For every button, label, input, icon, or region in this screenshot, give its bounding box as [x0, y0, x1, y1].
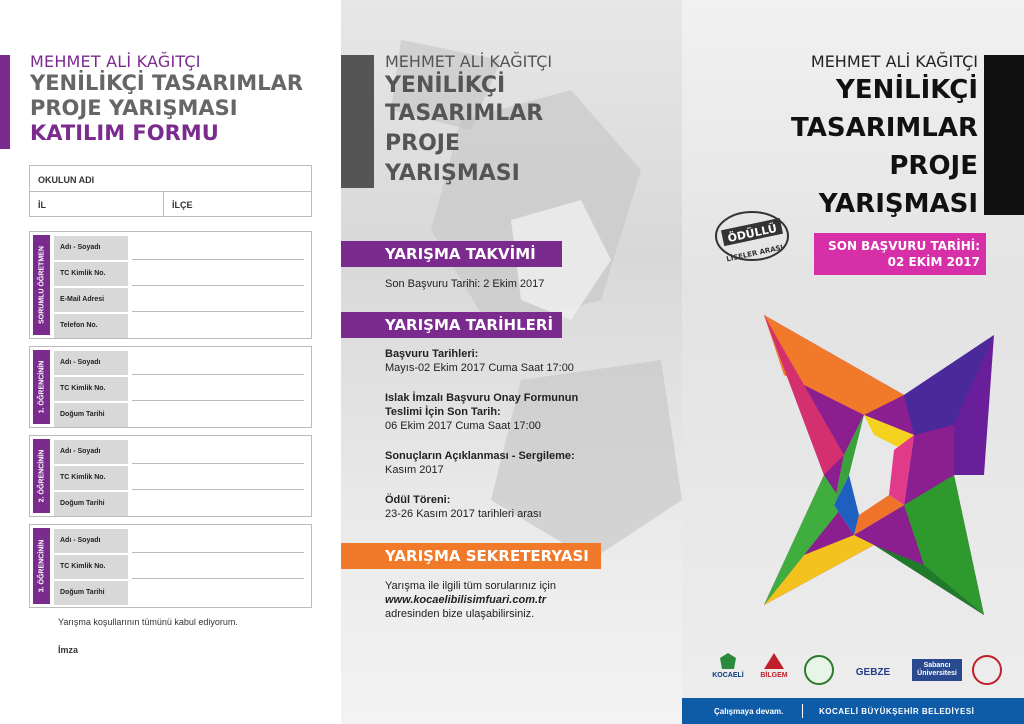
school-name-field[interactable]	[30, 166, 311, 192]
date-item: Başvuru Tarihleri: Mayıs-02 Ekim 2017 Cuma Saat 17:00	[385, 348, 574, 374]
cover-panel	[682, 0, 1024, 724]
form-title-line2: PROJE YARIŞMASI	[30, 96, 238, 120]
footer-slogan: Çalışmaya devam.	[714, 706, 784, 716]
organizer-name: MEHMET ALİ KAĞITÇI	[385, 52, 553, 71]
form-title-line1: YENİLİKÇİ TASARIMLAR	[30, 71, 304, 95]
field-label: TC Kimlik No.	[54, 466, 128, 490]
accent-bar	[341, 55, 374, 188]
field-label: TC Kimlik No.	[54, 262, 128, 286]
title-line: PROJE	[889, 151, 978, 181]
district-label: İLÇE	[172, 200, 193, 210]
title-line: TASARIMLAR	[385, 101, 544, 126]
title-line: PROJE	[385, 131, 460, 156]
field-label: Telefon No.	[54, 314, 128, 338]
circular-seal-icon	[804, 655, 834, 685]
input-line[interactable]	[132, 374, 304, 375]
secretary-heading: YARIŞMA SEKRETERYASI	[341, 543, 601, 569]
organizer-name: MEHMET ALİ KAĞITÇI	[30, 52, 201, 71]
accent-bar	[984, 55, 1024, 215]
participation-form-panel	[0, 0, 341, 724]
deadline-line2: 02 EKİM 2017	[887, 255, 980, 269]
organizer-name: MEHMET ALİ KAĞITÇI	[810, 52, 978, 71]
input-line[interactable]	[132, 259, 304, 260]
calendar-heading: YARIŞMA TAKVİMİ	[341, 241, 562, 267]
secretary-text: Yarışma ile ilgili tüm sorularınız için www.kocaelibilisimfuari.com.tr adresinden bize ulaşabilirsiniz.	[385, 580, 556, 620]
input-line[interactable]	[132, 463, 304, 464]
signature-label: İmza	[58, 645, 79, 655]
input-line[interactable]	[132, 311, 304, 312]
deadline-line1: SON BAŞVURU TARİHİ:	[828, 239, 980, 253]
section-side-label: SORUMLU ÖĞRETMEN	[33, 235, 50, 335]
title-line: YARIŞMASI	[818, 189, 978, 219]
field-label: Doğum Tarihi	[54, 492, 128, 516]
input-line[interactable]	[132, 285, 304, 286]
section-side-label: 2. ÖĞRENCİNİN	[33, 439, 50, 513]
field-label: Doğum Tarihi	[54, 403, 128, 427]
date-item: Sonuçların Açıklanması - Sergileme: Kasım 2017	[385, 450, 575, 476]
footer-municipality: KOCAELİ BÜYÜKŞEHİR BELEDİYESİ	[819, 706, 975, 716]
date-item: Islak İmzalı Başvuru Onay Formunun Teslimi İçin Son Tarih: 06 Ekim 2017 Cuma Saat 17:00	[385, 392, 579, 432]
input-line[interactable]	[132, 578, 304, 579]
district-field[interactable]	[164, 192, 201, 217]
title-line: YENİLİKÇİ	[836, 75, 978, 105]
colorful-star-sculpture	[754, 305, 1004, 635]
title-line: YARIŞMASI	[385, 161, 520, 186]
meb-seal-icon	[972, 655, 1002, 685]
field-label: E-Mail Adresi	[54, 288, 128, 312]
field-label: Doğum Tarihi	[54, 581, 128, 605]
input-line[interactable]	[132, 489, 304, 490]
bilgem-logo-icon: BİLGEM	[754, 652, 794, 688]
school-name-label: OKULUN ADI	[38, 175, 95, 185]
deadline-badge	[814, 233, 986, 275]
footer-bar	[682, 698, 1024, 724]
svg-text:ÖDÜLLÜ: ÖDÜLLÜ	[726, 221, 779, 246]
footer-divider	[802, 704, 803, 718]
field-label: Adı - Soyadı	[54, 529, 128, 553]
student-2-section	[29, 435, 312, 517]
award-stamp-icon	[710, 206, 794, 266]
agreement-text: Yarışma koşullarının tümünü kabul ediyorum.	[58, 617, 238, 627]
input-line[interactable]	[132, 400, 304, 401]
field-label: Adı - Soyadı	[54, 236, 128, 260]
student-3-section	[29, 524, 312, 608]
sabanci-logo-icon: Sabancı Üniversitesi	[912, 659, 962, 681]
field-label: Adı - Soyadı	[54, 351, 128, 375]
province-field[interactable]	[30, 192, 164, 217]
calendar-panel	[341, 0, 682, 724]
field-label: TC Kimlik No.	[54, 555, 128, 579]
field-label: TC Kimlik No.	[54, 377, 128, 401]
input-line[interactable]	[132, 552, 304, 553]
school-info-box	[29, 165, 312, 217]
website-link[interactable]: www.kocaelibilisimfuari.com.tr	[385, 594, 546, 606]
section-side-label: 1. ÖĞRENCİNİN	[33, 350, 50, 424]
student-1-section	[29, 346, 312, 428]
svg-text:LİSELER ARASI: LİSELER ARASI	[725, 243, 784, 264]
title-line: TASARIMLAR	[791, 113, 978, 143]
title-line: YENİLİKÇİ	[385, 73, 506, 98]
accent-bar	[0, 55, 10, 149]
kocaeli-logo-icon: KOCAELİ	[712, 652, 744, 688]
province-label: İL	[38, 200, 46, 210]
section-side-label: 3. ÖĞRENCİNİN	[33, 528, 50, 604]
deadline-text: Son Başvuru Tarihi: 2 Ekim 2017	[385, 278, 545, 290]
field-label: Adı - Soyadı	[54, 440, 128, 464]
gebze-logo-icon: GEBZE	[855, 667, 891, 678]
dates-heading: YARIŞMA TARİHLERİ	[341, 312, 562, 338]
date-item: Ödül Töreni: 23-26 Kasım 2017 tarihleri arası	[385, 494, 542, 520]
teacher-section	[29, 231, 312, 339]
sponsor-logos	[712, 652, 1002, 688]
form-title-line3: KATILIM FORMU	[30, 121, 219, 145]
